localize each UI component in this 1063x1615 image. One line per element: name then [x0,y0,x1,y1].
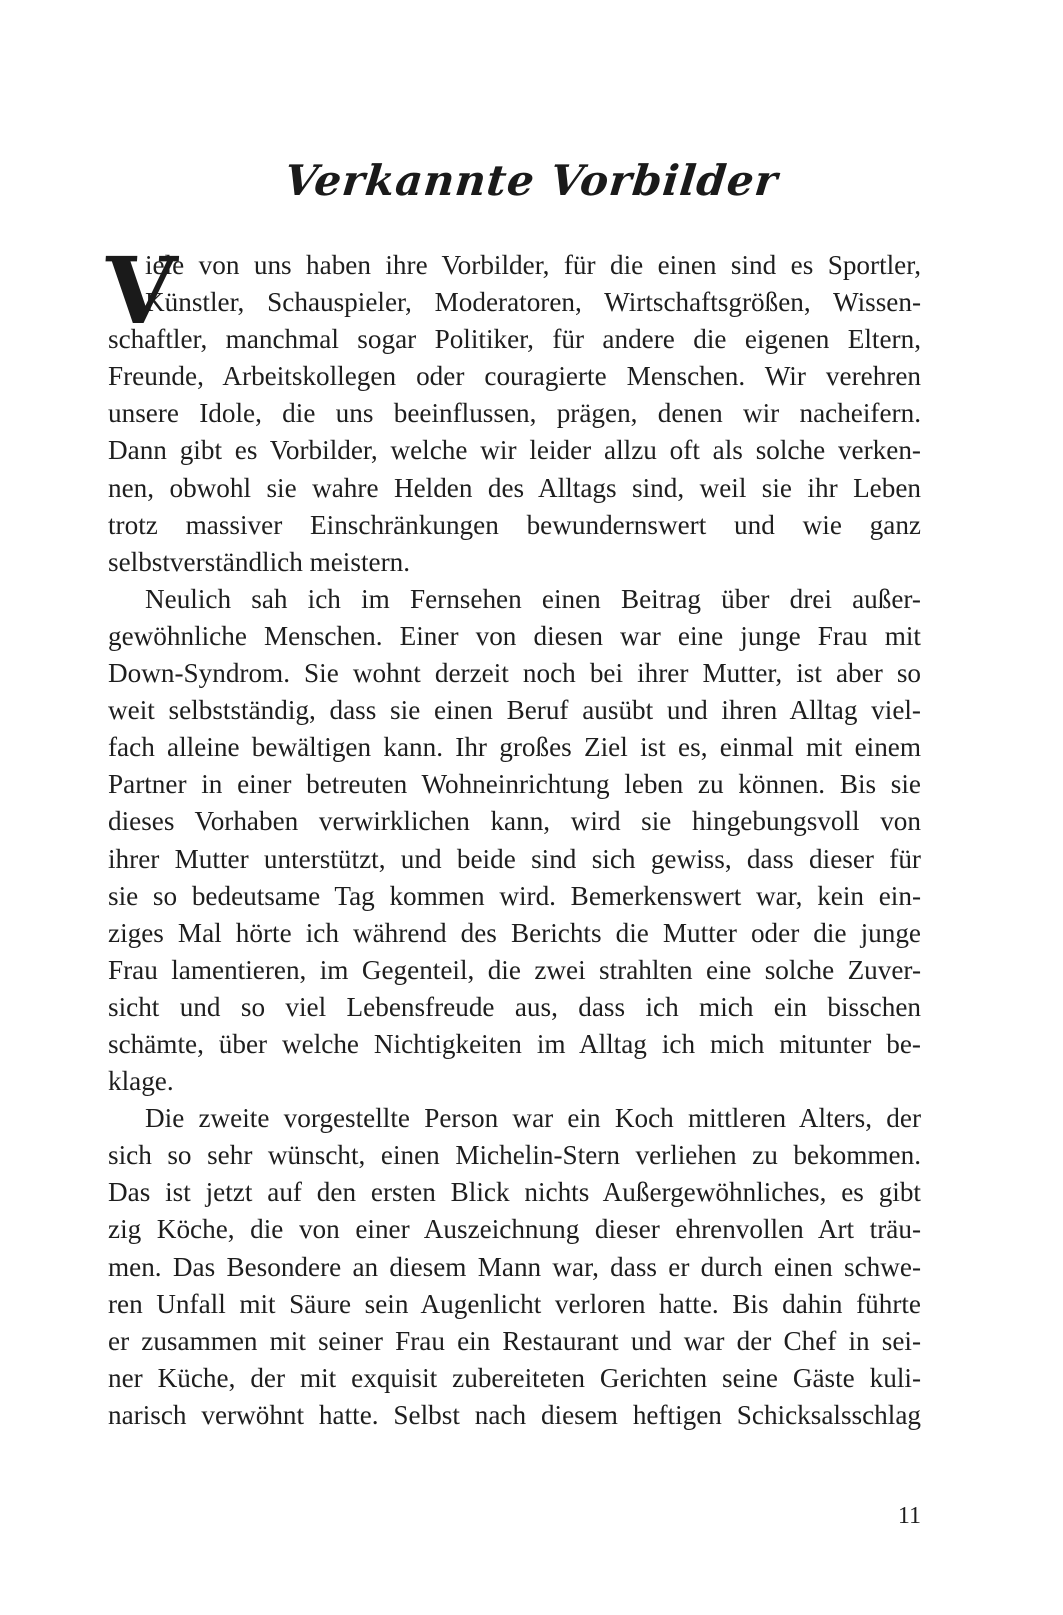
text-line: Neulich sah ich im Fernsehen einen Beitrag über drei außer- [145,583,921,614]
paragraph-3 [108,1100,921,1434]
text-line: unsere Idole, die uns beeinflussen, prägen, denen wir nacheifern. [108,398,921,429]
text-line: sicht und so viel Lebensfreude aus, dass ich mich ein bisschen [108,991,921,1022]
text-line: Das ist jetzt auf den ersten Blick nichts Außergewöhnliches, es gibt [108,1177,921,1208]
text-line: Partner in einer betreuten Wohneinrichtung leben zu können. Bis sie [108,769,921,800]
text-line: sich so sehr wünscht, einen Michelin-Stern verliehen zu bekommen. [108,1140,921,1171]
text-line: fach alleine bewältigen kann. Ihr großes Ziel ist es, einmal mit einem [108,732,921,763]
text-line: men. Das Besondere an diesem Mann war, dass er durch einen schwe- [108,1251,921,1282]
text-line: ren Unfall mit Säure sein Augenlicht verloren hatte. Bis dahin führte [108,1288,921,1319]
text-line: selbstverständlich meistern. [108,546,411,577]
text-line: ziges Mal hörte ich während des Berichts die Mutter oder die junge [108,917,921,948]
text-line: Freunde, Arbeitskollegen oder couragierte Menschen. Wir verehren [108,361,921,392]
page-number: 11 [897,1503,921,1529]
text-line: schämte, über welche Nichtigkeiten im Alltag ich mich mitunter be- [108,1028,921,1059]
body-text [100,237,921,1434]
text-line: sie so bedeutsame Tag kommen wird. Bemerkenswert war, kein ein- [108,880,921,911]
text-line: narisch verwöhnt hatte. Selbst nach diesem heftigen Schicksalsschlag [108,1399,921,1430]
text-line: weit selbstständig, dass sie einen Beruf ausübt und ihren Alltag viel- [108,695,921,726]
text-line: Künstler, Schauspieler, Moderatoren, Wirtschaftsgrößen, Wissen- [145,287,921,318]
text-line: schaftler, manchmal sogar Politiker, für andere die eigenen Eltern, [108,324,921,355]
text-line: klage. [108,1066,174,1097]
text-line: trotz massiver Einschränkungen bewundernswert und wie ganz [108,509,921,540]
text-line: iele von uns haben ihre Vorbilder, für die einen sind es Sportler, [145,250,921,280]
text-line: gewöhnliche Menschen. Einer von diesen war eine junge Frau mit [108,620,921,651]
text-line: Dann gibt es Vorbilder, welche wir leider allzu oft als solche verken- [108,435,921,466]
text-line: nen, obwohl sie wahre Helden des Alltags sind, weil sie ihr Leben [108,472,921,503]
text-line: ihrer Mutter unterstützt, und beide sind sich gewiss, dass dieser für [108,843,921,874]
text-line: dieses Vorhaben verwirklichen kann, wird sie hingebungsvoll von [108,806,921,837]
paragraph-1 [108,247,921,581]
text-line: er zusammen mit seiner Frau ein Restaurant und war der Chef in sei- [108,1325,921,1356]
text-line: Down-Syndrom. Sie wohnt derzeit noch bei ihrer Mutter, ist aber so [108,658,921,689]
text-line: Frau lamentieren, im Gegenteil, die zwei strahlten eine solche Zuver- [108,954,921,985]
text-line: ner Küche, der mit exquisit zubereiteten Gerichten seine Gäste kuli- [108,1362,921,1393]
chapter-title: Verkannte Vorbilder [282,156,781,206]
paragraph-2 [108,581,921,1100]
text-line: zig Köche, die von einer Auszeichnung dieser ehrenvollen Art träu- [108,1214,921,1245]
drop-cap: V [100,237,180,345]
text-line: Die zweite vorgestellte Person war ein Koch mittleren Alters, der [145,1103,921,1134]
